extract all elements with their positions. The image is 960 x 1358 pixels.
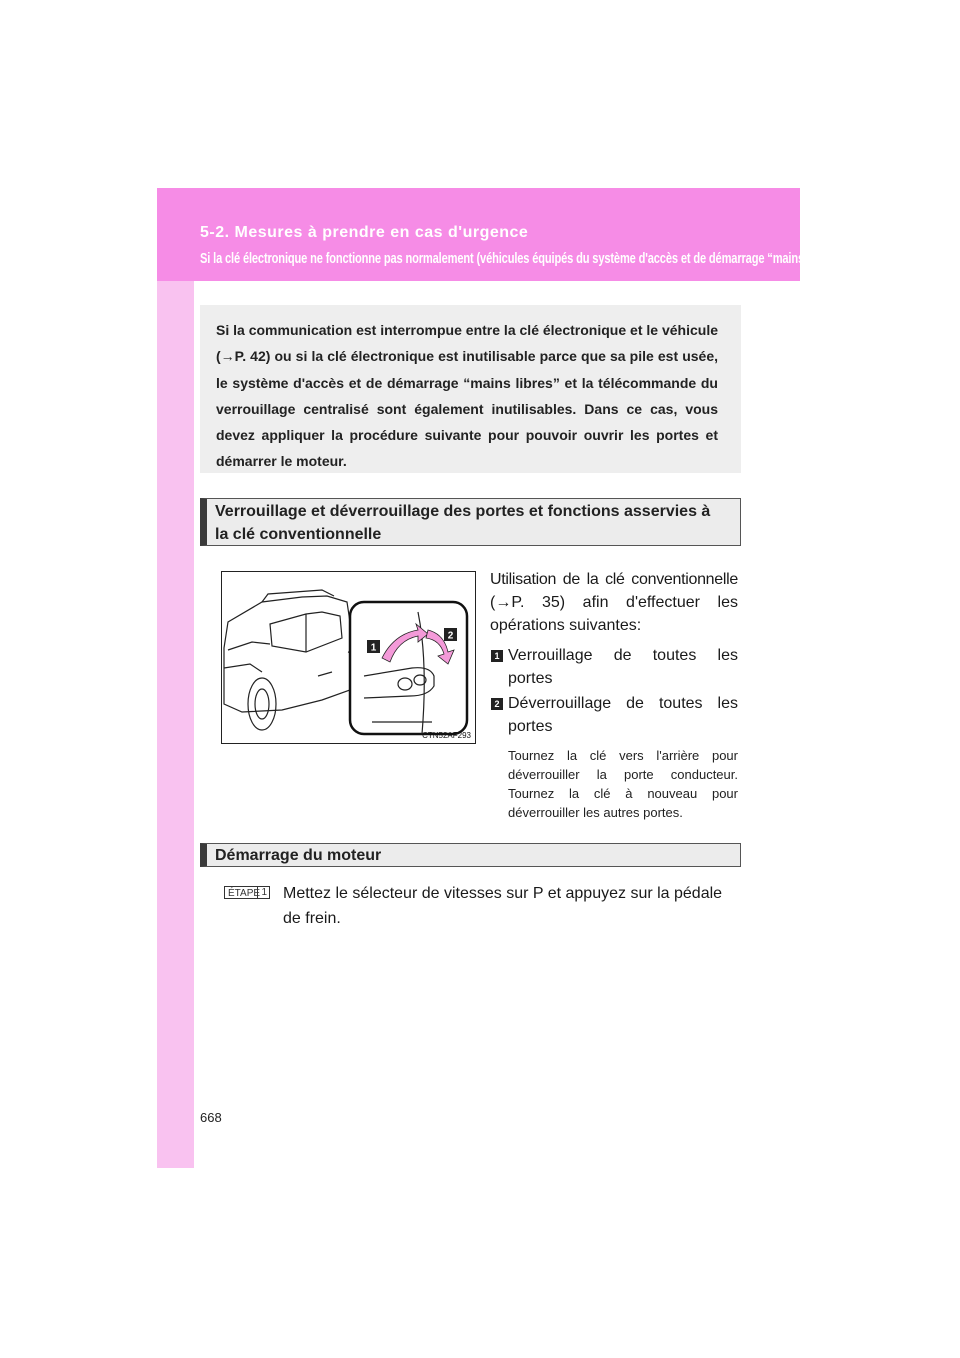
heading-engine-start bbox=[200, 843, 741, 867]
door-key-illustration bbox=[221, 571, 476, 744]
step-1-text: Mettez le sélecteur de vitesses sur P et appuyez sur la pédale de frein. bbox=[283, 885, 723, 927]
item-2-text-line1: Déverrouillage de toutes les bbox=[508, 695, 738, 712]
item-1-text-line2: portes bbox=[508, 670, 553, 687]
intro-box bbox=[200, 305, 741, 473]
page-number: 668 bbox=[200, 1110, 222, 1125]
heading-engine-start-text: Démarrage du moteur bbox=[215, 847, 382, 864]
desc-line2: (→P. 35) afin d'effectuer les bbox=[490, 594, 738, 611]
item-2-badge: 2 bbox=[491, 698, 503, 710]
intro-text: Si la communication est interrompue entre la clé électronique et le véhicule (→P. 42) ou si la clé électronique est inutilisable parce que sa pile est usée, le système d'accès et de démarrage “mains libres” et la télécommande du verrouillage centralisé sont également inutilisables. Dans ce cas, vous devez appliquer la procédure suivante pour pouvoir ouvrir les portes et démarrer le moteur. bbox=[216, 322, 718, 470]
callout-2-label: 2 bbox=[447, 630, 454, 642]
heading-lock-unlock-line2: la clé conventionnelle bbox=[215, 526, 382, 543]
car-door-drawing bbox=[222, 572, 475, 743]
page-side-strip bbox=[157, 188, 194, 1168]
subsection-title: Si la clé électronique ne fonctionne pas normalement (véhicules équipés du système d'accès et de démarrage “mains libres”) bbox=[200, 250, 845, 267]
heading-lock-unlock-line1: Verrouillage et déverrouillage des portes et fonctions asservies à bbox=[215, 503, 711, 520]
note-text: Tournez la clé vers l'arrière pour déverrouiller la porte conducteur. Tournez la clé à nouveau pour déverrouiller les autres portes. bbox=[508, 748, 738, 820]
step-number: 1 bbox=[257, 886, 267, 899]
desc-line1: Utilisation de la clé conventionnelle bbox=[490, 571, 738, 588]
illustration-code: CTN52AF293 bbox=[422, 731, 471, 740]
callout-1-label: 1 bbox=[370, 642, 377, 654]
step-label: ÉTAPE bbox=[228, 888, 261, 899]
heading-lock-unlock bbox=[200, 498, 741, 546]
step-1-badge bbox=[224, 886, 270, 899]
section-title: 5-2. Mesures à prendre en cas d'urgence bbox=[200, 224, 529, 241]
item-1-text-line1: Verrouillage de toutes les bbox=[508, 647, 738, 664]
item-1-badge: 1 bbox=[491, 650, 503, 662]
item-2-text-line2: portes bbox=[508, 718, 553, 735]
desc-line3: opérations suivantes: bbox=[490, 617, 642, 634]
